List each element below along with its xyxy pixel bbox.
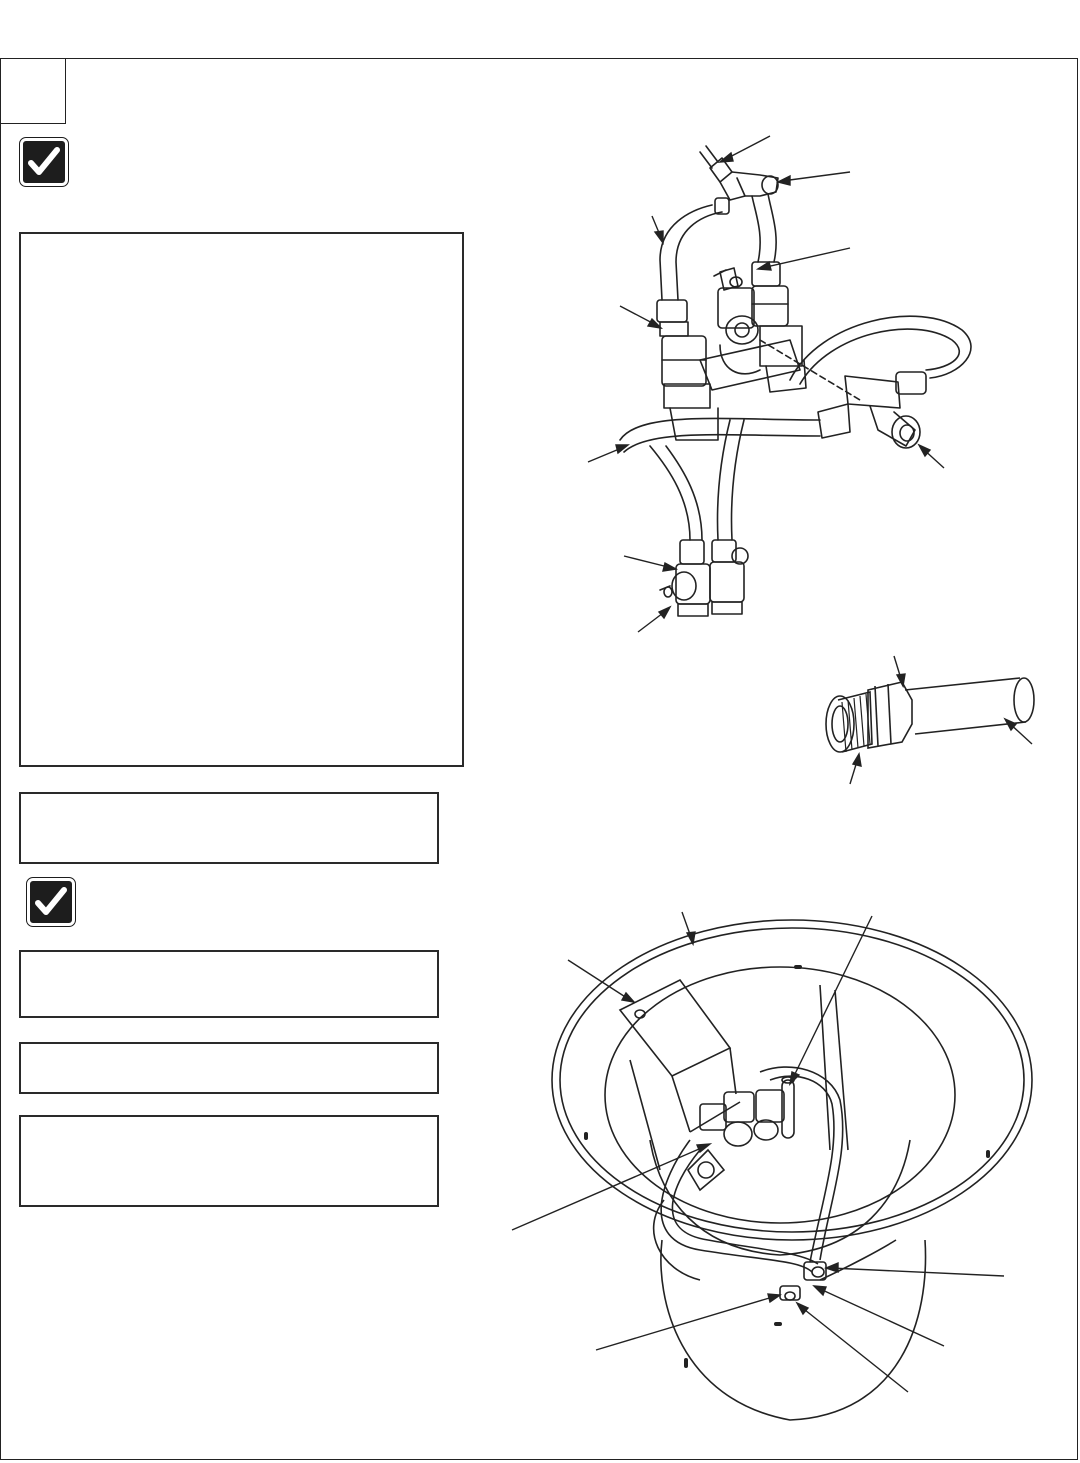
mounting-bracket [620, 980, 740, 1132]
basin-callout-arrows [512, 912, 1004, 1392]
rim-slot-marks [584, 965, 990, 1368]
basin-valve-cluster [661, 1067, 843, 1272]
basin-opening [605, 967, 955, 1223]
